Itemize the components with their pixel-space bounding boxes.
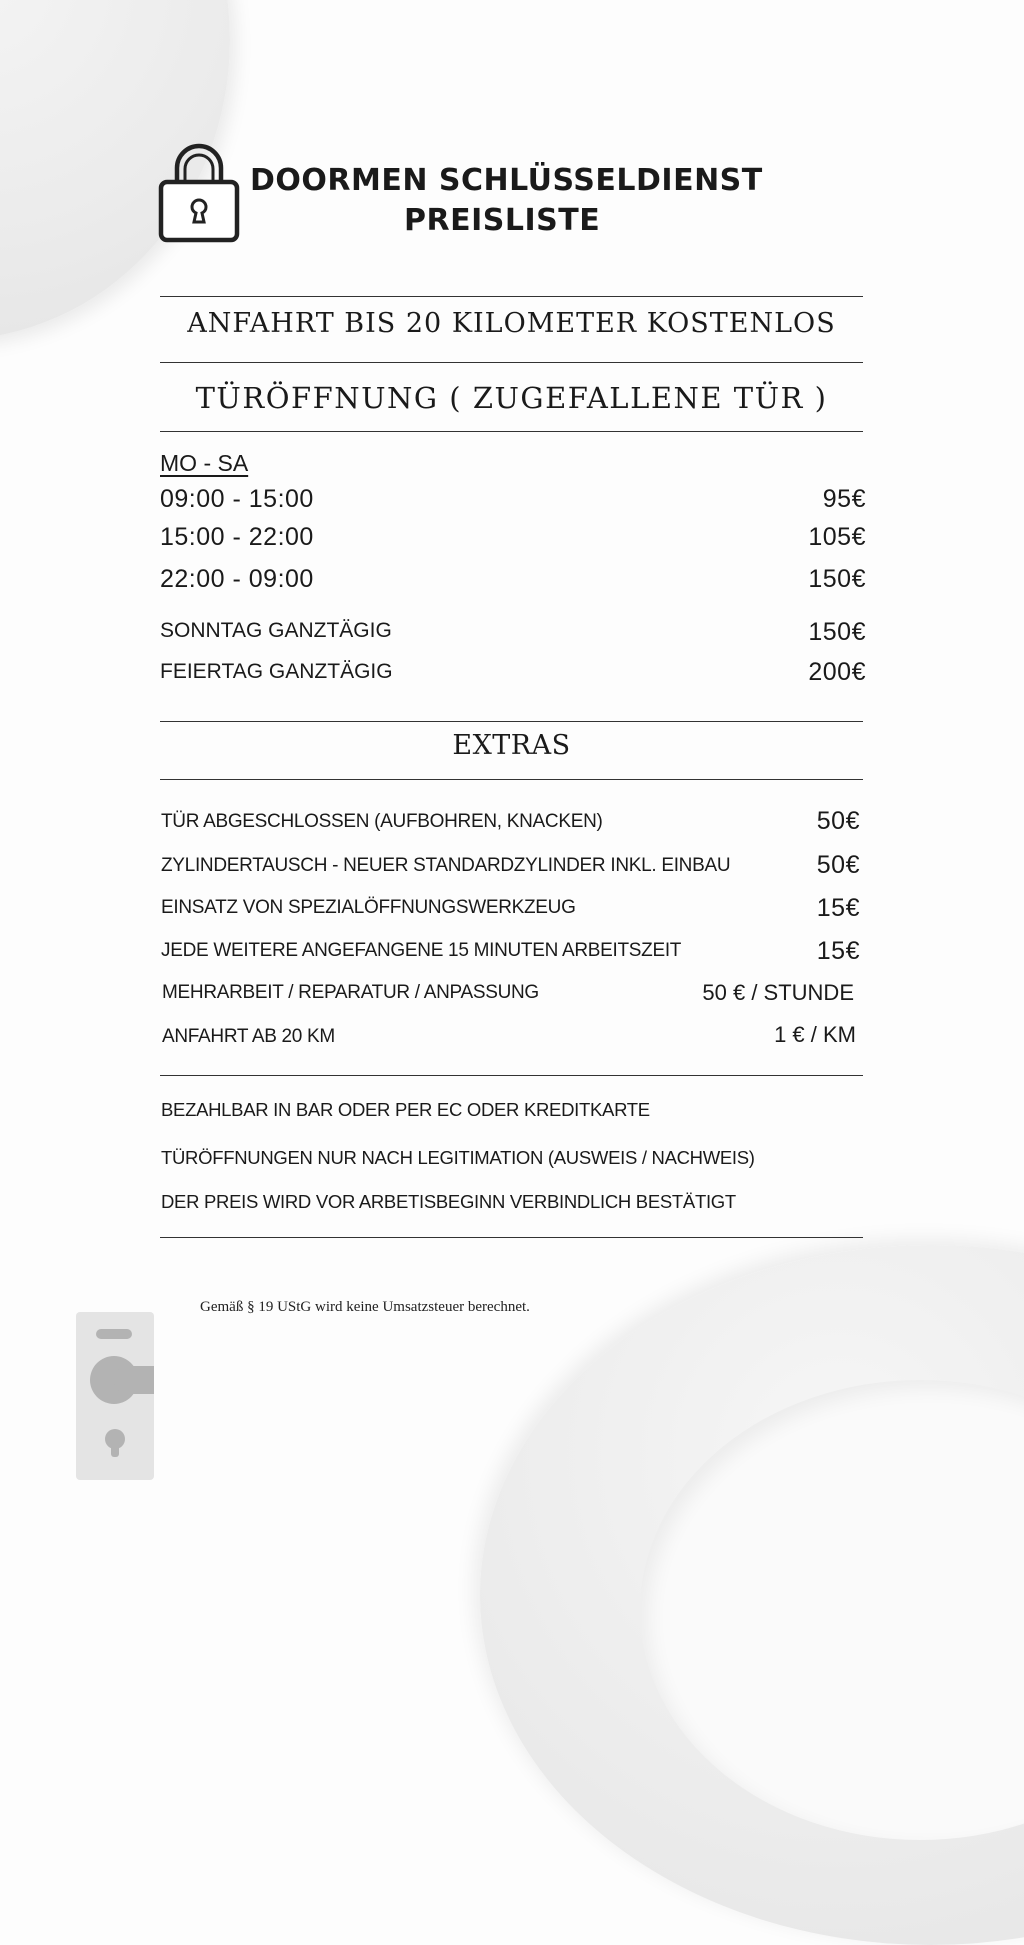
payment-note: BEZAHLBAR IN BAR ODER PER EC ODER KREDITKARTE bbox=[161, 1099, 650, 1120]
extra-price: 15€ bbox=[816, 894, 860, 922]
heading-free-travel: ANFAHRT BIS 20 KILOMETER KOSTENLOS bbox=[187, 308, 836, 339]
time-rate-price: 105€ bbox=[808, 523, 866, 551]
time-rate-price: 95€ bbox=[822, 485, 866, 513]
divider bbox=[160, 779, 863, 780]
title-company: DOORMEN SCHLÜSSELDIENST bbox=[250, 163, 763, 198]
day-rate-label: SONNTAG GANZTÄGIG bbox=[160, 619, 392, 642]
extra-price: 15€ bbox=[816, 937, 860, 965]
heading-door-opening: TÜRÖFFNUNG ( ZUGEFALLENE TÜR ) bbox=[195, 381, 828, 415]
day-rate-label: FEIERTAG GANZTÄGIG bbox=[160, 660, 393, 683]
price-confirmation-note: DER PREIS WIRD VOR ARBETISBEGINN VERBINDLICH BESTÄTIGT bbox=[161, 1191, 736, 1212]
extra-label: ZYLINDERTAUSCH - NEUER STANDARDZYLINDER INKL. EINBAU bbox=[161, 855, 731, 876]
door-handle-icon bbox=[76, 1312, 154, 1480]
divider bbox=[160, 721, 863, 722]
day-rate-price: 200€ bbox=[808, 658, 866, 686]
extra-price: 50€ bbox=[816, 851, 860, 879]
divider bbox=[160, 362, 863, 363]
divider bbox=[160, 1075, 863, 1076]
extra-label: TÜR ABGESCHLOSSEN (AUFBOHREN, KNACKEN) bbox=[161, 811, 603, 832]
padlock-icon bbox=[158, 138, 240, 244]
vat-notice: Gemäß § 19 UStG wird keine Umsatzsteuer berechnet. bbox=[200, 1299, 530, 1315]
time-rate-label: 22:00 - 09:00 bbox=[160, 565, 314, 593]
extra-label: EINSATZ VON SPEZIALÖFFNUNGSWERKZEUG bbox=[161, 897, 576, 918]
time-rate-label: 15:00 - 22:00 bbox=[160, 523, 314, 551]
weekday-label: MO - SA bbox=[160, 450, 249, 476]
day-rate-price: 150€ bbox=[808, 618, 866, 646]
divider bbox=[160, 296, 863, 297]
heading-extras: EXTRAS bbox=[452, 730, 571, 761]
identification-note: TÜRÖFFNUNGEN NUR NACH LEGITIMATION (AUSWEIS / NACHWEIS) bbox=[161, 1147, 755, 1168]
time-rate-label: 09:00 - 15:00 bbox=[160, 485, 314, 513]
extra-price: 50€ bbox=[816, 807, 860, 835]
divider bbox=[160, 1237, 863, 1238]
extra-label: MEHRARBEIT / REPARATUR / ANPASSUNG bbox=[162, 982, 539, 1003]
divider bbox=[160, 431, 863, 432]
extra-price: 50 € / STUNDE bbox=[702, 980, 854, 1005]
extra-label: JEDE WEITERE ANGEFANGENE 15 MINUTEN ARBEITSZEIT bbox=[161, 940, 682, 961]
time-rate-price: 150€ bbox=[808, 565, 866, 593]
extra-price: 1 € / KM bbox=[774, 1022, 856, 1047]
extra-label: ANFAHRT AB 20 KM bbox=[162, 1026, 335, 1047]
title-pricelist: PREISLISTE bbox=[404, 203, 601, 238]
